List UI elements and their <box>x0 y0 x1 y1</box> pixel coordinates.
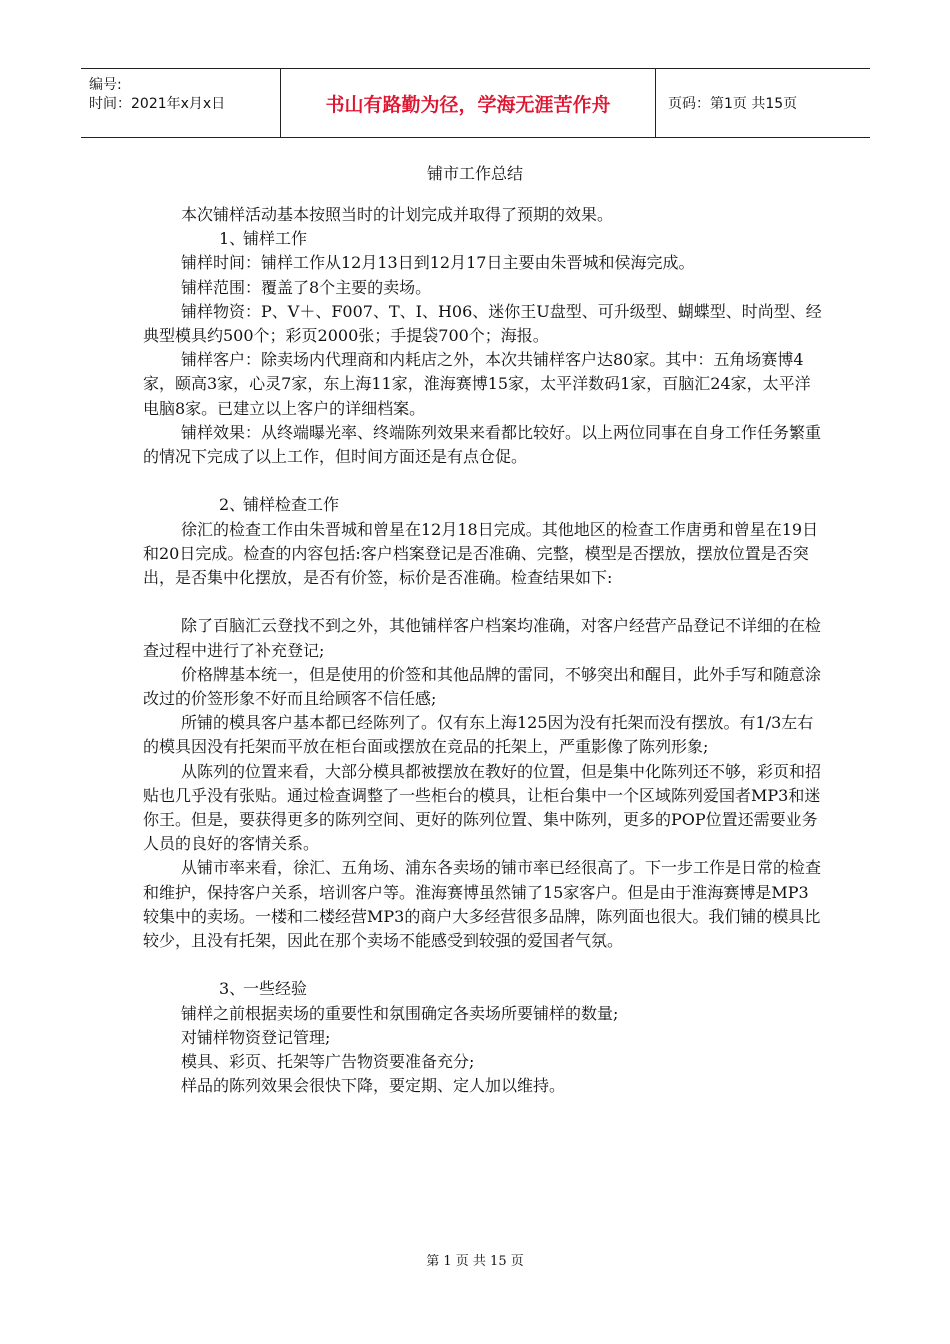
body-paragraph: 铺样时间：铺样工作从12月13日到12月17日主要由朱晋城和侯海完成。 <box>181 253 695 273</box>
body-paragraph: 从陈列的位置来看，大部分模具都被摆放在教好的位置，但是集中化陈列还不够，彩页和招贴也几乎没有张贴。通过检查调整了一些柜台的模具，让柜台集中一个区域陈列爱国者MP3和迷你王。但是，要获得更多的陈列空间、更好的陈列位置、集中陈列，更多的POP位置还需要业务人员的良好的客情关系。 <box>143 761 822 854</box>
blank-line <box>143 469 823 493</box>
body-paragraph: 本次铺样活动基本按照当时的计划完成并取得了预期的效果。 <box>181 205 614 224</box>
header-meta-cell <box>81 69 281 137</box>
section-heading <box>143 227 823 251</box>
section-heading-text: 铺样检查工作 <box>243 495 340 515</box>
section-number: 1、 <box>219 229 246 249</box>
section-heading-text: 一些经验 <box>243 979 308 999</box>
blank-line <box>143 590 823 614</box>
body-paragraph: 除了百脑汇云登找不到之外，其他铺样客户档案均准确，对客户经营产品登记不详细的在检查过程中进行了补充登记; <box>143 616 822 660</box>
document-body <box>143 203 823 1098</box>
motto-text: 书山有路勤为径，学海无涯苦作舟 <box>325 93 611 116</box>
body-paragraph: 铺样范围：覆盖了8个主要的卖场。 <box>181 277 432 297</box>
body-paragraph: 模具、彩页、托架等广告物资要准备充分; <box>181 1052 475 1072</box>
body-paragraph: 铺样效果：从终端曝光率、终端陈列效果来看都比较好。以上两位同事在自身工作任务繁重的情况下完成了以上工作，但时间方面还是有点仓促。 <box>143 422 822 467</box>
blank-line <box>143 953 823 977</box>
body-paragraph: 铺样客户：除卖场内代理商和内耗店之外，本次共铺样客户达80家。其中：五角场赛博4家，颐高3家，心灵7家，东上海11家，淮海赛博15家，太平洋数码1家，百脑汇24家，太平洋电脑8家。已建立以上客户的详细档案。 <box>143 350 811 418</box>
section-heading-text: 铺样工作 <box>243 229 308 249</box>
document-number-label: 编号: <box>89 77 122 93</box>
section-heading <box>143 977 823 1001</box>
header-table <box>81 68 870 138</box>
section-number: 3、 <box>219 979 246 999</box>
body-paragraph: 铺样物资：P、V＋、F007、T、I、H06、迷你王U盘型、可升级型、蝴蝶型、时尚型、经典型模具约500个；彩页2000张；手提袋700个；海报。 <box>143 301 822 346</box>
section-heading <box>143 493 823 517</box>
document-title: 铺市工作总结 <box>426 164 523 183</box>
body-paragraph: 价格牌基本统一，但是使用的价签和其他品牌的雷同，不够突出和醒目，此外手写和随意涂改过的价签形象不好而且给顾客不信任感; <box>143 664 822 709</box>
page-info: 页码：第1页 共15页 <box>668 96 798 112</box>
page-footer: 第 1 页 共 15 页 <box>426 1254 524 1269</box>
document-date-label: 时间：2021年x月x日 <box>89 96 226 112</box>
header-page-cell <box>656 69 870 137</box>
body-paragraph: 从铺市率来看，徐汇、五角场、浦东各卖场的铺市率已经很高了。下一步工作是日常的检查和维护，保持客户关系，培训客户等。淮海赛博虽然铺了15家客户。但是由于淮海赛博是MP3较集中的卖场。一楼和二楼经营MP3的商户大多经营很多品牌，陈列面也很大。我们铺的模具比较少，且没有托架，因此在那个卖场不能感受到较强的爱国者气氛。 <box>143 858 822 951</box>
body-paragraph: 所铺的模具客户基本都已经陈列了。仅有东上海125因为没有托架而没有摆放。有1/3左右的模具因没有托架而平放在柜台面或摆放在竞品的托架上，严重影像了陈列形象; <box>143 713 814 757</box>
body-paragraph: 对铺样物资登记管理; <box>181 1027 331 1047</box>
body-paragraph: 铺样之前根据卖场的重要性和氛围确定各卖场所要铺样的数量; <box>181 1003 619 1023</box>
section-number: 2、 <box>219 495 246 515</box>
header-motto-cell <box>281 69 656 137</box>
body-paragraph: 徐汇的检查工作由朱晋城和曾星在12月18日完成。其他地区的检查工作唐勇和曾星在19日和20日完成。检查的内容包括:客户档案登记是否准确、完整，模型是否摆放，摆放位置是否突出，是否集中化摆放，是否有价签，标价是否准确。检查结果如下: <box>143 519 819 588</box>
body-paragraph: 样品的陈列效果会很快下降，要定期、定人加以维持。 <box>181 1076 566 1096</box>
